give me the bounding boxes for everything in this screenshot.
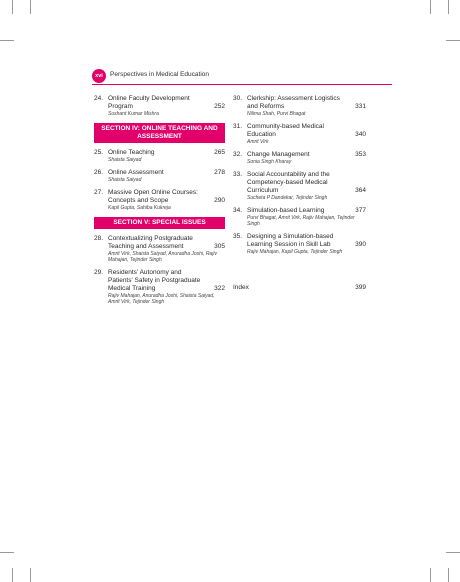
toc-entry[interactable]	[233, 233, 366, 255]
toc-entry[interactable]	[233, 123, 366, 145]
page-number: 399	[355, 284, 366, 291]
chapter-number: 34.	[233, 207, 243, 214]
chapter-title: Contextualizing Postgraduate Teaching and Assessment	[108, 235, 193, 250]
page-number: 353	[355, 151, 366, 158]
chapter-title: Online Assessment	[108, 169, 164, 176]
crop-mark	[12, 0, 13, 14]
page-number: 305	[214, 243, 225, 250]
page-number: 322	[214, 285, 225, 292]
toc-entry[interactable]	[233, 151, 366, 165]
chapter-authors: Sucheta P Dandekar, Tejinder Singh	[247, 195, 328, 201]
chapter-authors: Rajiv Mahajan, Anuradha Joshi, Shaista Saiyad, Amrit Virk, Tejinder Singh	[108, 293, 215, 305]
toc-entry[interactable]	[233, 171, 366, 201]
crop-mark	[0, 40, 14, 41]
chapter-authors: Nilima Shah, Purvi Bhagat	[247, 111, 306, 117]
chapter-title: Online Faculty Development Program	[108, 95, 190, 110]
chapter-number: 28.	[94, 235, 104, 242]
chapter-title: Massive Open Online Courses: Concepts and Scope	[108, 189, 198, 204]
chapter-number: 25.	[94, 149, 104, 156]
crop-mark	[430, 0, 431, 14]
chapter-number: 26.	[94, 169, 104, 176]
crop-mark	[12, 568, 13, 582]
chapter-number: 24.	[94, 95, 104, 102]
chapter-authors: Rajiv Mahajan, Kapil Gupta, Tejinder Singh	[247, 249, 343, 255]
chapter-authors: Shaista Saiyad	[108, 157, 142, 163]
chapter-authors: Amrit Virk, Shaista Saiyad, Anuradha Joshi, Rajiv Mahajan, Tejinder Singh	[108, 251, 217, 263]
chapter-authors: Kapil Gupta, Sahiba Kukreja	[108, 205, 171, 211]
chapter-authors: Sonia Singh Kharay	[247, 159, 292, 165]
index-label: Index	[233, 284, 249, 291]
chapter-number: 31.	[233, 123, 243, 130]
toc-index-entry[interactable]	[233, 284, 366, 292]
running-header	[92, 69, 392, 83]
page-number: 390	[355, 241, 366, 248]
page-number: 340	[355, 131, 366, 138]
crop-mark	[446, 40, 460, 41]
toc-entry[interactable]	[94, 269, 225, 305]
toc-left-column	[94, 95, 225, 311]
chapter-authors: Sushant Kumar Mishra	[108, 111, 159, 117]
toc-entry[interactable]	[94, 189, 225, 211]
chapter-number: 29.	[94, 269, 104, 276]
chapter-title: Online Teaching	[108, 149, 155, 156]
chapter-number: 35.	[233, 233, 243, 240]
section-heading: SECTION V: SPECIAL ISSUES	[94, 217, 225, 229]
toc-entry[interactable]	[94, 149, 225, 163]
chapter-title: Simulation-based Learning	[247, 207, 325, 214]
chapter-authors: Shaista Saiyad	[108, 177, 142, 183]
section-heading: SECTION IV: ONLINE TEACHING AND ASSESSMENT	[94, 123, 225, 143]
chapter-title: Community-based Medical Education	[247, 123, 324, 138]
book-title: Perspectives in Medical Education	[110, 71, 209, 78]
page-number: 252	[214, 103, 225, 110]
chapter-title: Clerkship: Assessment Logistics and Reforms	[247, 95, 340, 110]
crop-mark	[446, 552, 460, 553]
chapter-title: Social Accountability and the Competency-based Medical Curriculum	[247, 171, 330, 194]
chapter-number: 30.	[233, 95, 243, 102]
page-number: 290	[214, 197, 225, 204]
page-number: 265	[214, 149, 225, 156]
page-number: 364	[355, 187, 366, 194]
chapter-title: Change Management	[247, 151, 310, 158]
toc-entry[interactable]	[94, 169, 225, 183]
chapter-authors: Purvi Bhagat, Amrit Virk, Rajiv Mahajan, Tejinder Singh	[247, 215, 355, 227]
chapter-title: Designing a Simulation-based Learning Session in Skill Lab	[247, 233, 334, 248]
chapter-number: 27.	[94, 189, 104, 196]
page-number: 331	[355, 103, 366, 110]
chapter-authors: Amrit Virk	[247, 139, 269, 145]
toc-entry[interactable]	[233, 207, 366, 227]
crop-mark	[448, 568, 449, 582]
chapter-number: 33.	[233, 171, 243, 178]
crop-mark	[30, 568, 31, 582]
page-number: 377	[355, 207, 366, 214]
chapter-number: 32.	[233, 151, 243, 158]
toc-entry[interactable]	[94, 235, 225, 263]
crop-mark	[30, 0, 31, 14]
toc-right-column	[233, 95, 366, 261]
header-rule	[92, 84, 392, 85]
chapter-title: Residents' Autonomy and Patients' Safety in Postgraduate Medical Training	[108, 269, 201, 292]
page-number: 278	[214, 169, 225, 176]
toc-entry[interactable]	[94, 95, 225, 117]
page-number-badge: xvi	[92, 69, 106, 83]
crop-mark	[430, 568, 431, 582]
crop-mark	[0, 552, 14, 553]
crop-mark	[448, 0, 449, 14]
toc-entry[interactable]	[233, 95, 366, 117]
